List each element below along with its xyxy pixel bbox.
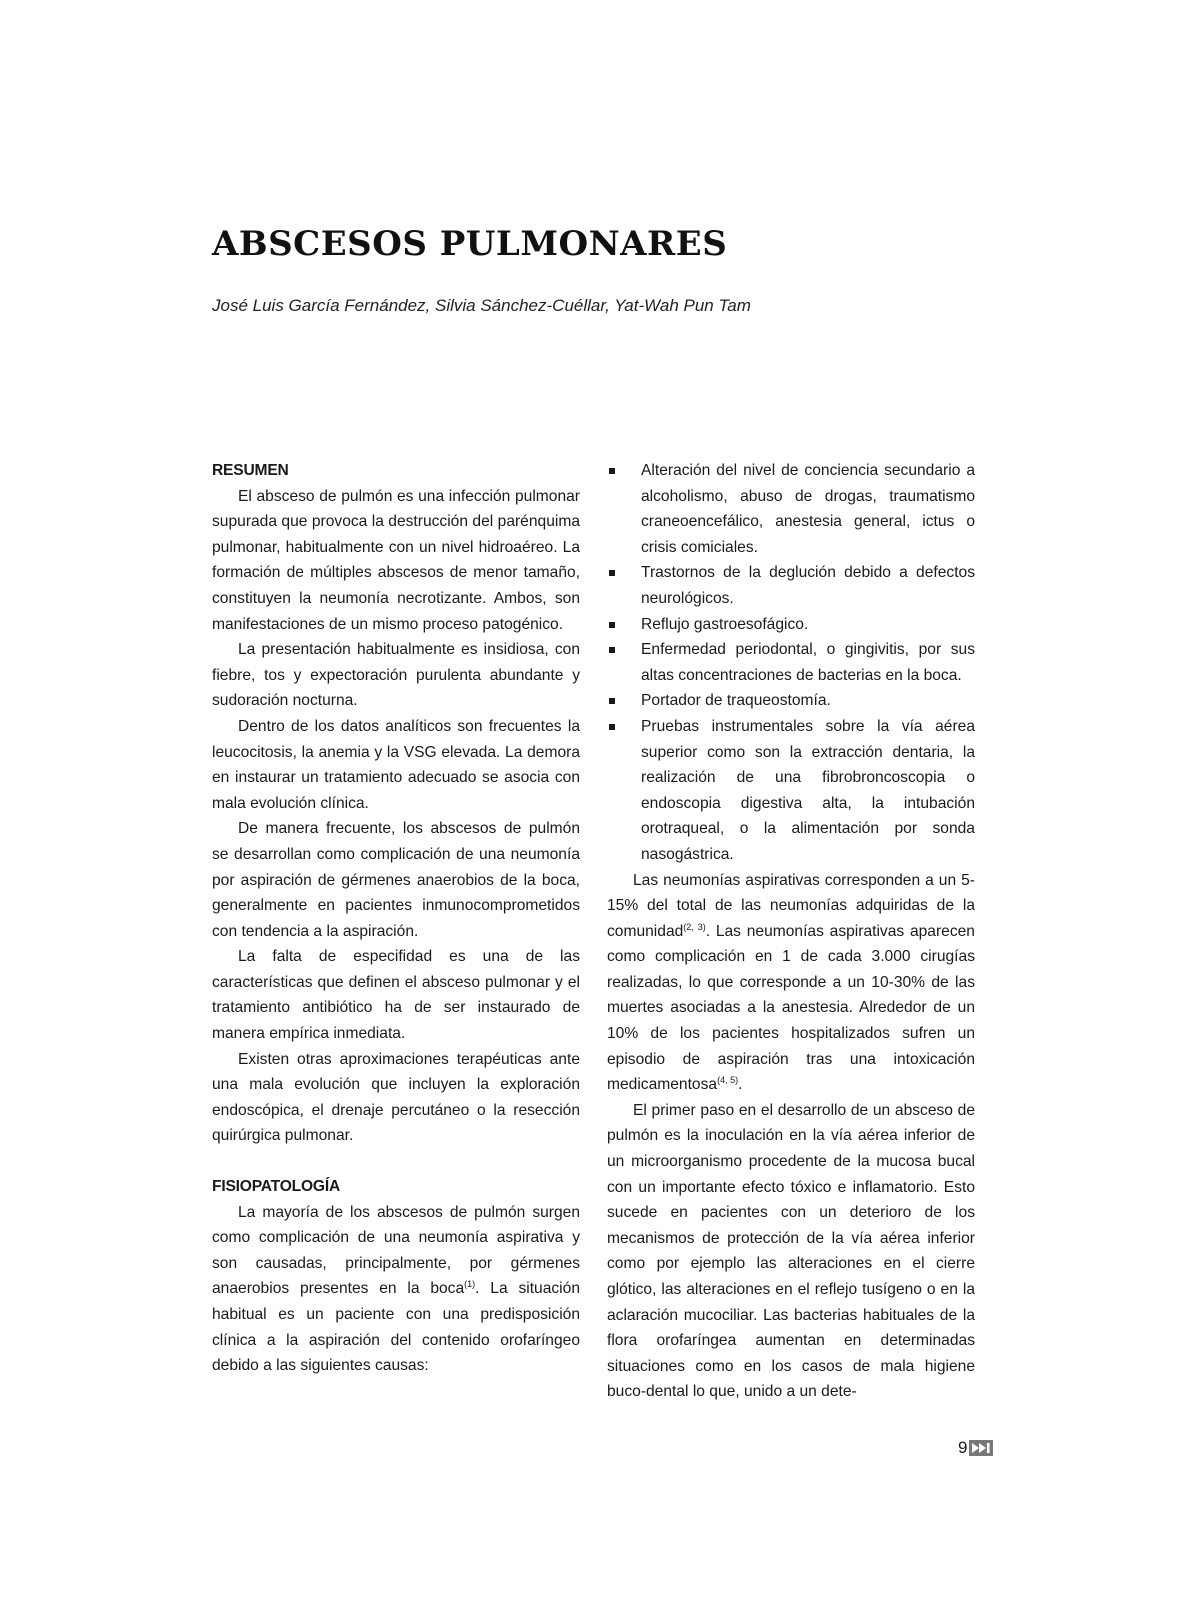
fisiopatologia-heading: FISIOPATOLOGÍA bbox=[212, 1178, 341, 1196]
right-paragraph-2: El primer paso en el desarrollo de un absceso de pulmón es la inoculación en la vía aérea inferior de un microorganismo procedente de la mucosa bucal con un importante efecto tóxico e inflamatorio. Esto sucede en pacientes con un deterioro de los mecanismos de protección de la vía aérea inferior como por ejemplo las alteraciones en el cierre glótico, las alteraciones en el reflejo tusígeno o en la aclaración mucociliar. Las bacterias habituales de la flora orofaríngea aumentan en determinadas situaciones como en los casos de mala higiene buco-dental lo que, unido a un dete- bbox=[607, 1101, 975, 1401]
right-text-b: . Las neumonías aspirativas aparecen como complicación en 1 de cada 3.000 cirugías realizadas, lo que corresponde a un 10-30% de las muertes asociadas a la anestesia. Alrededor de un 10% de los pacientes hospitalizados sufren un episodio de aspiración tras una intoxicación medicamentosa bbox=[607, 922, 975, 1094]
resumen-paragraph-1: El absceso de pulmón es una infección pulmonar supurada que provoca la destrucción del parénquima pulmonar, habitualmente con un nivel hidroaéreo. La formación de múltiples abscesos de menor tamaño, constituyen la neumonía necrotizante. Ambos, son manifestaciones de un mismo proceso patogénico. bbox=[212, 487, 580, 633]
right-paragraph-1 bbox=[607, 868, 975, 1098]
causes-list bbox=[607, 458, 975, 868]
fisiopatologia-text-b: . La situación habitual es un paciente con una predisposición clínica a la aspiración del contenido orofaríngeo debido a las siguientes causas: bbox=[212, 1280, 580, 1375]
resumen-paragraph-4: De manera frecuente, los abscesos de pulmón se desarrollan como complicación de una neumonía por aspiración de gérmenes anaerobios de la boca, generalmente en pacientes inmunocomprometidos con tendencia a la aspiración. bbox=[212, 820, 580, 940]
list-item: Pruebas instrumentales sobre la vía aérea superior como son la extracción dentaria, la realización de una fibrobroncoscopia o endoscopia digestiva alta, la intubación orotraqueal, o la alimentación por sonda nasogástrica. bbox=[607, 714, 975, 868]
citation-ref: (2, 3) bbox=[683, 921, 706, 932]
page-folio bbox=[958, 1438, 993, 1458]
resumen-paragraph-3: Dentro de los datos analíticos son frecuentes la leucocitosis, la anemia y la VSG elevada. La demora en instaurar un tratamiento adecuado se asocia con mala evolución clínica. bbox=[212, 717, 580, 812]
citation-ref: (4, 5) bbox=[717, 1075, 739, 1086]
list-item: Alteración del nivel de conciencia secundario a alcoholismo, abuso de drogas, traumatismo craneoencefálico, anestesia general, ictus o crisis comiciales. bbox=[607, 458, 975, 560]
article-title: ABSCESOS PULMONARES bbox=[212, 224, 728, 264]
resumen-paragraph-5: La falta de especifidad es una de las características que definen el absceso pulmonar y el tratamiento antibiótico ha de ser instaurado de manera empírica inmediata. bbox=[212, 948, 580, 1043]
fast-forward-icon bbox=[969, 1440, 993, 1456]
list-item: Trastornos de la deglución debido a defectos neurológicos. bbox=[607, 560, 975, 611]
list-item: Enfermedad periodontal, o gingivitis, por sus altas concentraciones de bacterias en la boca. bbox=[607, 637, 975, 688]
page-number: 9 bbox=[958, 1438, 968, 1457]
citation-ref: (1) bbox=[464, 1279, 476, 1290]
left-column bbox=[212, 458, 580, 1379]
authors-line: José Luis García Fernández, Silvia Sánchez-Cuéllar, Yat-Wah Pun Tam bbox=[212, 296, 751, 315]
right-column bbox=[607, 458, 975, 1405]
list-item: Portador de traqueostomía. bbox=[607, 688, 975, 714]
right-text-a: Las neumonías aspirativas corresponden a un 5-15% del total de las neumonías adquiridas de la comunidad bbox=[607, 871, 975, 940]
resumen-paragraph-2: La presentación habitualmente es insidiosa, con fiebre, tos y expectoración purulenta abundante y sudoración nocturna. bbox=[212, 641, 580, 710]
right-text-c: . bbox=[738, 1076, 743, 1094]
resumen-paragraph-6: Existen otras aproximaciones terapéuticas ante una mala evolución que incluyen la exploración endoscópica, el drenaje percutáneo o la resección quirúrgica pulmonar. bbox=[212, 1050, 580, 1145]
fisiopatologia-paragraph-1 bbox=[212, 1200, 580, 1379]
fisiopatologia-text-a: La mayoría de los abscesos de pulmón surgen como complicación de una neumonía aspirativa y son causadas, principalmente, por gérmenes anaerobios presentes en la boca bbox=[212, 1203, 580, 1298]
list-item: Reflujo gastroesofágico. bbox=[607, 612, 975, 638]
resumen-heading: RESUMEN bbox=[212, 462, 289, 479]
